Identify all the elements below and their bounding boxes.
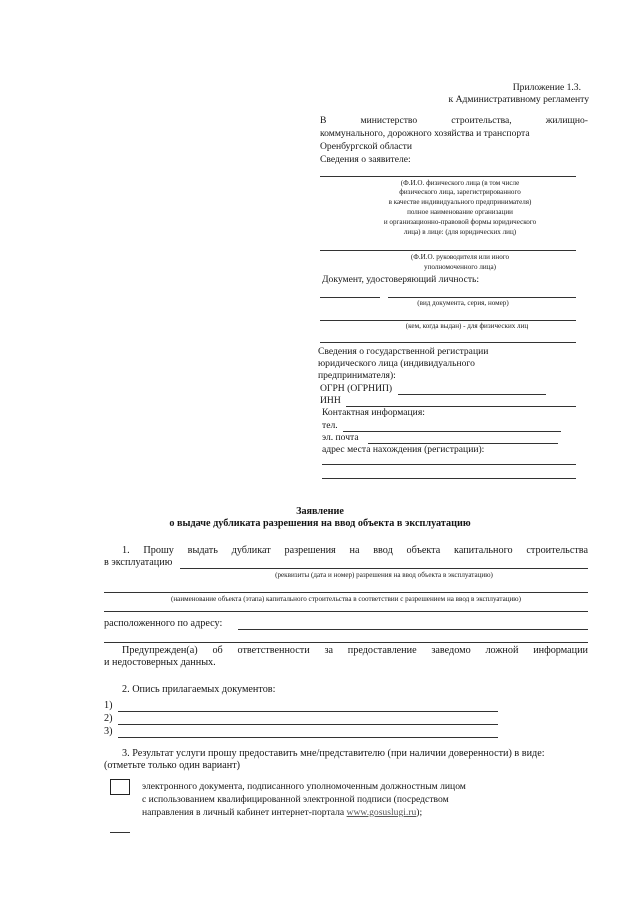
fio-hint-5: и организационно-правовой формы юридического [383, 218, 537, 226]
portal-link[interactable]: www.gosuslugi.ru [346, 807, 417, 818]
id-document-label: Документ, удостоверяющий личность: [322, 274, 480, 285]
id-issued-field[interactable] [320, 320, 576, 321]
option-electronic-line-2: с использованием квалифицированной электронной подписи (посредством [142, 794, 449, 805]
next-option-checkbox-edge[interactable] [110, 832, 130, 833]
inn-label: ИНН [320, 395, 341, 406]
object-name-field-2[interactable] [104, 611, 588, 612]
address-label: адрес места нахождения (регистрации): [322, 444, 485, 455]
id-document-hint: (вид документа, серия, номер) [417, 299, 509, 307]
electronic-option-checkbox[interactable] [110, 779, 130, 795]
head-hint-2: уполномоченного лица) [424, 263, 496, 271]
fio-hint-4: полное наименование организации [407, 208, 513, 216]
registration-line-3: предпринимателя): [318, 370, 396, 381]
warning-line-2: и недостоверных данных. [104, 657, 216, 668]
result-note: (отметьте только один вариант) [104, 760, 241, 771]
request-line-1: 1. Прошу выдать дубликат разрешения на ввод объекта капитального строительства [122, 545, 588, 556]
ogrn-label: ОГРН (ОГРНИП) [320, 383, 393, 394]
phone-field[interactable] [343, 431, 561, 432]
separator-line [320, 342, 576, 343]
registration-line-1: Сведения о государственной регистрации [318, 346, 489, 357]
id-document-field-series[interactable] [320, 297, 380, 298]
document-subtitle: о выдаче дубликата разрешения на ввод объекта в эксплуатацию [169, 518, 471, 529]
documents-list-heading: 2. Опись прилагаемых документов: [122, 684, 276, 695]
ogrn-field[interactable] [398, 394, 546, 395]
id-document-field-number[interactable] [388, 297, 576, 298]
id-issued-hint: (кем, когда выдан) - для физических лиц [405, 322, 529, 330]
head-name-field[interactable] [320, 250, 576, 251]
appendix-number: Приложение 1.3. [512, 82, 581, 93]
address-field-1[interactable] [322, 464, 576, 465]
option-electronic-tail: ); [416, 807, 423, 818]
permit-details-field[interactable] [180, 568, 588, 569]
address-located-label: расположенного по адресу: [104, 618, 223, 629]
document-item-2-number: 2) [104, 713, 113, 724]
fio-hint-1: (Ф.И.О. физического лица (в том числе [400, 179, 520, 187]
document-item-3-number: 3) [104, 726, 113, 737]
fio-hint-3: в качестве индивидуального предпринимателя) [388, 198, 532, 206]
contacts-label: Контактная информация: [322, 407, 425, 418]
phone-label: тел. [322, 420, 338, 431]
addressee-line-1: В министерство строительства, жилищно- [320, 115, 588, 126]
registration-line-2: юридического лица (индивидуального [318, 358, 475, 369]
document-item-1-number: 1) [104, 700, 113, 711]
object-address-field[interactable] [238, 629, 588, 630]
applicant-name-field[interactable] [320, 176, 576, 177]
warning-line-1: Предупрежден(а) об ответственности за предоставление заведомо ложной информации [122, 645, 588, 656]
applicant-heading: Сведения о заявителе: [320, 154, 411, 165]
fio-hint-2: физического лица, зарегистрированного [399, 188, 521, 196]
addressee-line-2: коммунального, дорожного хозяйства и транспорта [320, 128, 530, 139]
object-address-field-2[interactable] [104, 642, 588, 643]
email-label: эл. почта [322, 432, 359, 443]
request-line-2: в эксплуатацию [104, 557, 173, 568]
document-title: Заявление [296, 506, 344, 517]
option-electronic-line-3 [142, 807, 422, 819]
option-electronic-line-1: электронного документа, подписанного уполномоченным должностным лицом [142, 781, 466, 792]
object-name-field[interactable] [104, 592, 588, 593]
head-hint-1: (Ф.И.О. руководителя или иного [410, 253, 510, 261]
permit-details-hint: (реквизиты (дата и номер) разрешения на ввод объекта в эксплуатацию) [275, 571, 493, 579]
appendix-subtitle: к Административному регламенту [448, 94, 589, 105]
address-field-2[interactable] [322, 478, 576, 479]
document-item-2-field[interactable] [118, 724, 498, 725]
addressee-line-3: Оренбургской области [320, 141, 412, 152]
result-heading: 3. Результат услуги прошу предоставить мне/представителю (при наличии доверенности) в виде: [122, 748, 545, 759]
option-electronic-text: направления в личный кабинет интернет-портала [142, 807, 345, 818]
object-name-hint: (наименование объекта (этапа) капитального строительства в соответствии с разрешением на ввод в эксплуатацию) [171, 595, 521, 603]
document-item-1-field[interactable] [118, 711, 498, 712]
document-item-3-field[interactable] [118, 737, 498, 738]
fio-hint-6: лица) в лице: (для юридических лиц) [403, 228, 517, 236]
